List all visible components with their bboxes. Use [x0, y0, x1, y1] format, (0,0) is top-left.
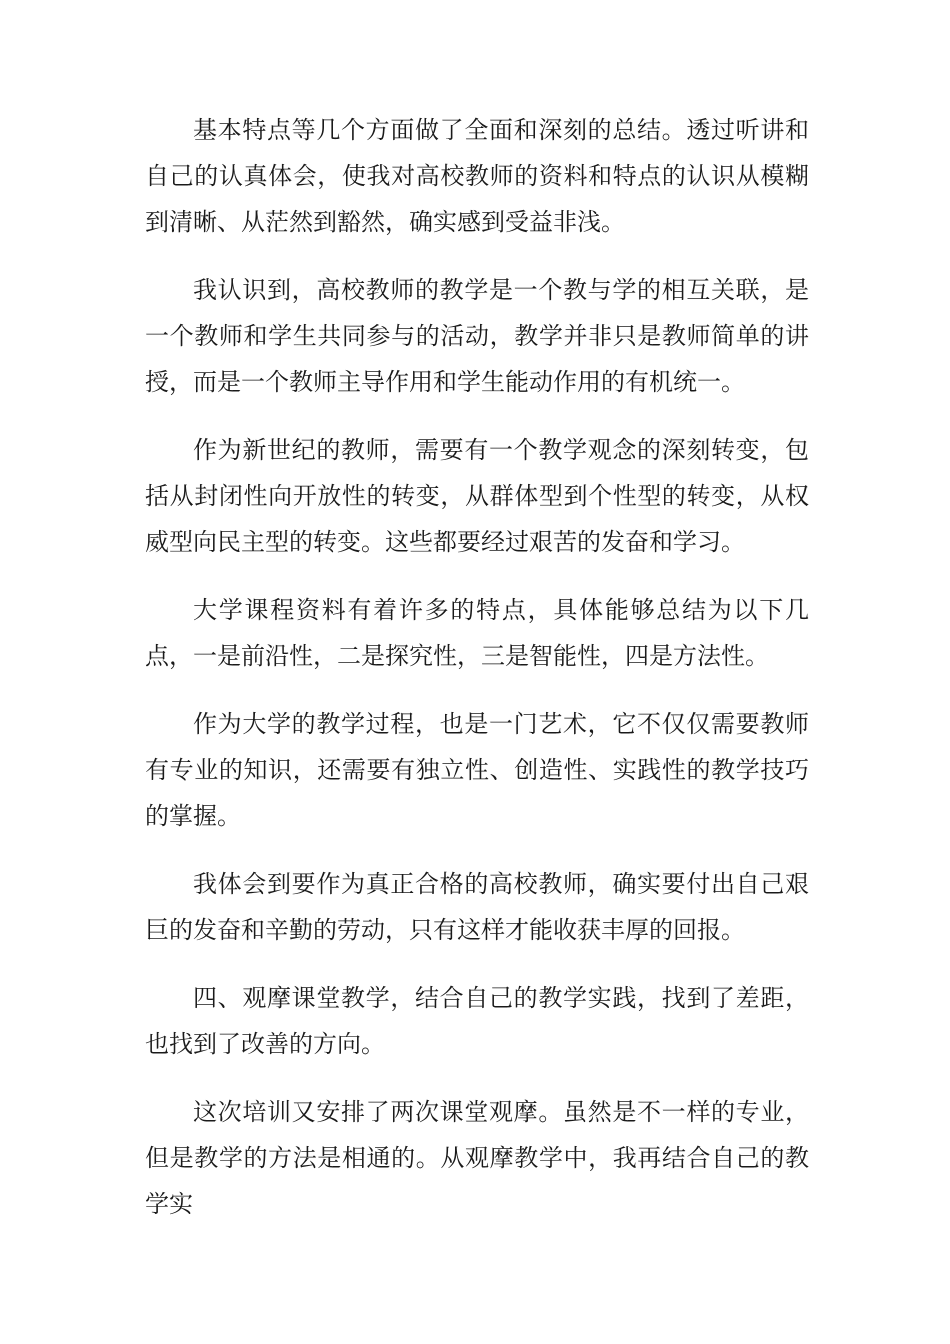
paragraph: 基本特点等几个方面做了全面和深刻的总结。透过听讲和自己的认真体会，使我对高校教师的资料和特点的认识从模糊到清晰、从茫然到豁然，确实感到受益非浅。: [145, 116, 809, 236]
paragraph: 我认识到，高校教师的教学是一个教与学的相互关联，是一个教师和学生共同参与的活动，教学并非只是教师简单的讲授，而是一个教师主导作用和学生能动作用的有机统一。: [145, 276, 809, 396]
paragraph: 四、观摩课堂教学，结合自己的教学实践，找到了差距，也找到了改善的方向。: [145, 984, 809, 1058]
paragraph: 作为新世纪的教师，需要有一个教学观念的深刻转变，包括从封闭性向开放性的转变，从群体型到个性型的转变，从权威型向民主型的转变。这些都要经过艰苦的发奋和学习。: [145, 436, 809, 556]
paragraph: 这次培训又安排了两次课堂观摩。虽然是不一样的专业，但是教学的方法是相通的。从观摩教学中，我再结合自己的教学实: [145, 1098, 809, 1218]
paragraph: 大学课程资料有着许多的特点，具体能够总结为以下几点，一是前沿性，二是探究性，三是智能性，四是方法性。: [145, 596, 809, 670]
paragraph: 作为大学的教学过程，也是一门艺术，它不仅仅需要教师有专业的知识，还需要有独立性、创造性、实践性的教学技巧的掌握。: [145, 710, 809, 830]
paragraph: 我体会到要作为真正合格的高校教师，确实要付出自己艰巨的发奋和辛勤的劳动，只有这样才能收获丰厚的回报。: [145, 870, 809, 944]
document-body: [145, 107, 809, 1249]
